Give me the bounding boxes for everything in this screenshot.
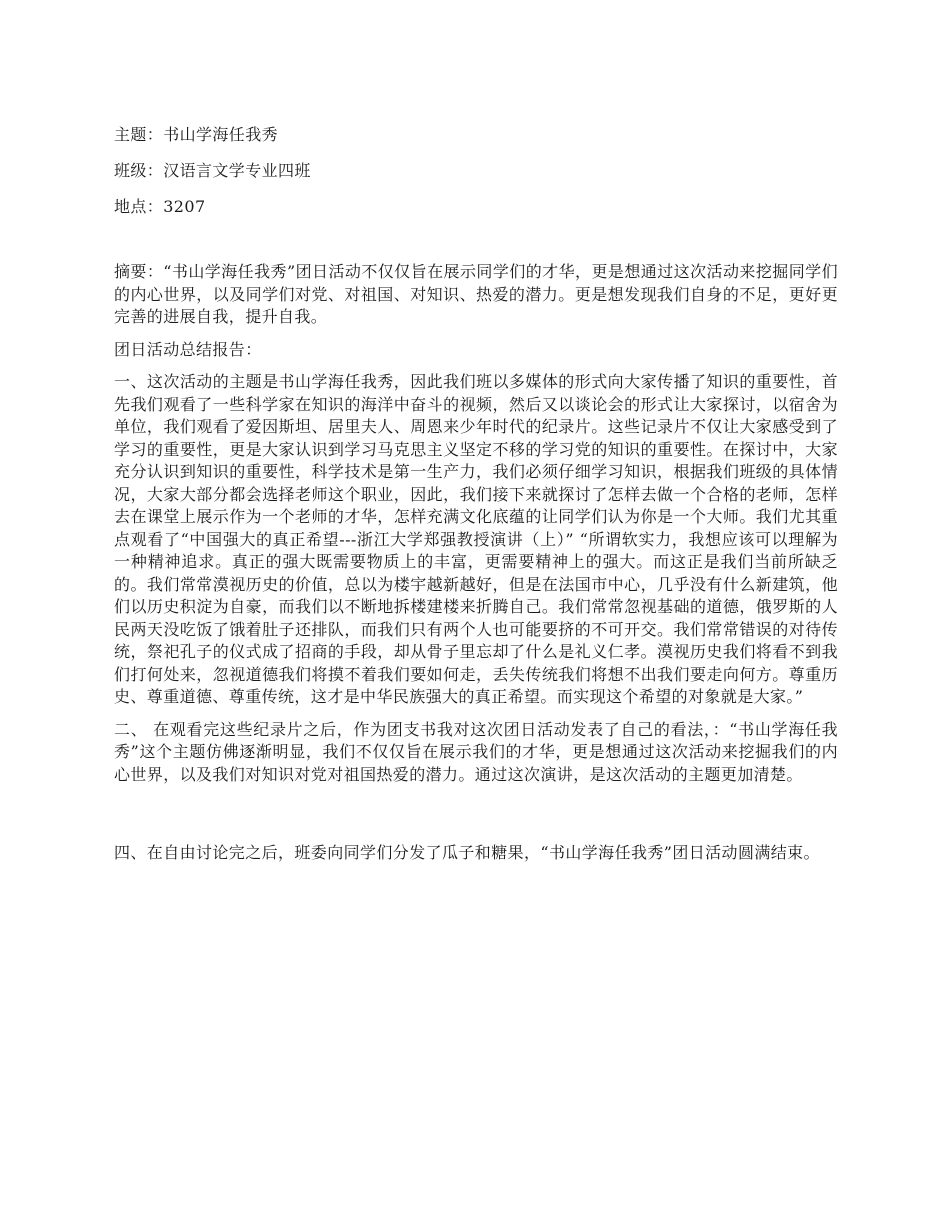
- location-line: 地点：3207: [114, 197, 206, 216]
- section-two-paragraph: 二、 在观看完这些纪录片之后，作为团支书我对这次团日活动发表了自己的看法，：“书山学海任我秀”这个主题仿佛逐渐明显，我们不仅仅旨在展示我们的才华，更是想通过这次活动来挖掘我们的内心世界，以及我们对知识对党对祖国热爱的潜力。通过这次演讲，是这次活动的主题更加清楚。: [114, 719, 838, 784]
- class-line: 班级：汉语言文学专业四班: [114, 161, 311, 180]
- section-one-paragraph: 一、这次活动的主题是书山学海任我秀，因此我们班以多媒体的形式向大家传播了知识的重要性，首先我们观看了一些科学家在知识的海洋中奋斗的视频，然后又以谈论会的形式让大家探讨，以宿舍为单位，我们观看了爱因斯坦、居里夫人、周恩来少年时代的纪录片。这些记录片不仅让大家感受到了学习的重要性，更是大家认识到学习马克思主义坚定不移的学习党的知识的重要性。在探讨中，大家充分认识到知识的重要性，科学技术是第一生产力，我们必须仔细学习知识，根据我们班级的具体情况，大家大部分都会选择老师这个职业，因此，我们接下来就探讨了怎样去做一个合格的老师，怎样去在课堂上展示作为一个老师的才华，怎样充满文化底蕴的让同学们认为你是一个大师。我们尤其重点观看了“中国强大的真正希望---浙江大学郑强教授演讲（上）” “所谓软实力，我想应该可以理解为一种精神追求。真正的强大既需要物质上的丰富，更需要精神上的强大。而这正是我们当前所缺乏的。我们常常漠视历史的价值，总以为楼宇越新越好，但是在法国市中心，几乎没有什么新建筑，他们以历史积淀为自豪，而我们以不断地拆楼建楼来折腾自己。我们常常忽视基础的道德，俄罗斯的人民两天没吃饭了饿着肚子还排队，而我们只有两个人也可能要挤的不可开交。我们常常错误的对待传统，祭祀孔子的仪式成了招商的手段，却从骨子里忘却了什么是礼义仁孝。漠视历史我们将看不到我们打何处来，忽视道德我们将摸不着我们要如何走，丢失传统我们将想不出我们要走向何方。尊重历史、尊重道德、尊重传统，这才是中华民族强大的真正希望。而实现这个希望的对象就是大家。”: [114, 372, 838, 706]
- spacer: [114, 218, 838, 261]
- document-body: [114, 124, 838, 875]
- report-heading: 团日活动总结报告：: [114, 339, 262, 359]
- spacer: [114, 796, 838, 842]
- abstract-paragraph: 摘要：“书山学海任我秀”团日活动不仅仅旨在展示同学们的才华，更是想通过这次活动来挖掘同学们的内心世界，以及同学们对党、对祖国、对知识、热爱的潜力。更是想发现我们自身的不足，更好更完善的进展自我，提升自我。: [114, 262, 838, 326]
- theme-line: 主题：书山学海任我秀: [114, 125, 279, 144]
- document-meta: [114, 124, 838, 218]
- section-four-paragraph: 四、在自由讨论完之后，班委向同学们分发了瓜子和糖果，“书山学海任我秀”团日活动圆满结束。: [114, 843, 820, 862]
